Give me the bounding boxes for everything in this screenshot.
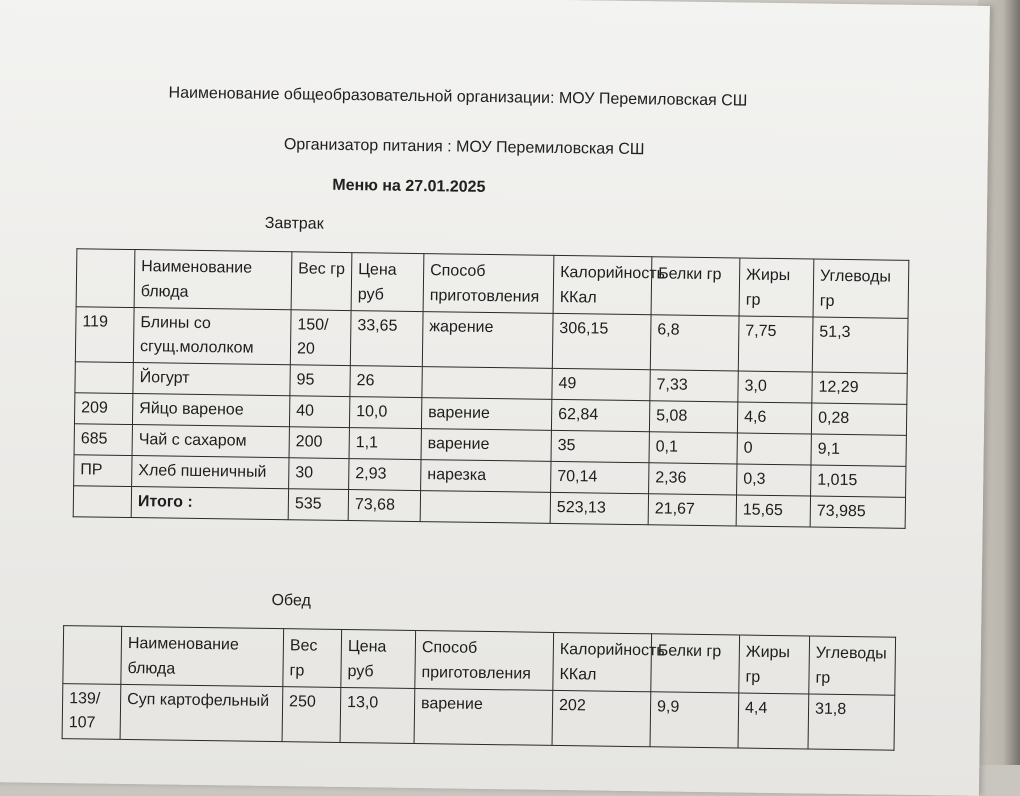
header-name: Наименование блюда [121,626,284,686]
dish-weight: 200 [289,427,349,459]
organizer-line: Организатор питания : МОУ Перемиловская СШ [283,136,645,159]
header-weight: Вес гр [283,629,342,688]
dish-code: 209 [74,393,132,425]
dish-price: 13,0 [340,687,415,743]
header-method: Способ приготовления [415,631,554,691]
total-protein: 21,67 [648,494,736,526]
dish-calories: 49 [552,368,650,400]
total-price: 73,68 [348,490,420,522]
header-fat: Жиры гр [739,258,814,317]
dish-price: 2,93 [349,459,421,491]
header-calories: Калорийность ККал [553,255,652,314]
dish-weight: 30 [289,458,349,490]
dish-name: Яйцо вареное [132,394,289,427]
dish-fat: 3,0 [738,371,812,403]
dish-code: 685 [74,424,132,456]
header-protein: Белки гр [651,257,740,316]
dish-name: Блины со сгущ.мололком [133,308,291,365]
total-calories: 523,13 [550,492,648,524]
header-price: Цена руб [351,253,424,312]
dish-name: Хлеб пшеничный [132,456,289,489]
lunch-table [62,625,897,751]
dish-price: 26 [350,366,422,398]
header-code-cell [76,249,135,308]
header-calories: Калорийность ККал [553,632,652,691]
dish-carbs: 12,29 [812,372,907,404]
dish-calories: 306,15 [552,313,651,369]
total-code-cell [73,486,131,518]
dish-name: Суп картофельный [120,684,283,741]
menu-date-title: Меню на 27.01.2025 [332,176,486,196]
dish-calories: 202 [552,690,651,746]
dish-method: варение [421,398,551,431]
dish-weight: 95 [290,365,350,397]
dish-price: 10,0 [349,397,421,429]
dish-fat: 4,6 [737,402,811,434]
header-carbs: Углеводы гр [813,259,909,318]
dish-price: 1,1 [349,428,421,460]
header-fat: Жиры гр [739,635,810,694]
header-weight: Вес гр [291,252,352,311]
table-row [62,684,895,751]
total-fat: 15,65 [736,495,810,527]
dish-code: 119 [75,307,134,363]
dish-protein: 7,33 [650,370,738,402]
dish-carbs: 51,3 [812,317,908,373]
dish-method: варение [414,688,553,745]
dish-carbs: 9,1 [811,434,906,466]
dish-carbs: 31,8 [808,694,895,750]
dish-fat: 7,75 [738,316,813,372]
dish-method: жарение [422,312,553,369]
dish-weight: 150/ 20 [290,310,351,366]
dish-carbs: 1,015 [811,465,906,497]
total-carbs: 73,985 [810,496,905,528]
dish-protein: 2,36 [649,463,737,495]
organization-line: Наименование общеобразовательной организации: МОУ Перемиловская СШ [168,84,748,110]
dish-calories: 35 [551,430,649,462]
dish-weight: 250 [282,687,341,743]
dish-fat: 4,4 [738,693,809,749]
breakfast-section-title: Завтрак [264,214,324,233]
header-protein: Белки гр [651,634,740,693]
dish-method: варение [421,429,551,462]
total-weight: 535 [288,489,348,521]
dish-fat: 0 [737,433,811,465]
dish-price: 33,65 [350,311,423,367]
dish-name: Чай с сахаром [132,425,289,458]
dish-code: ПР [74,455,132,487]
dish-weight: 40 [289,396,349,428]
dish-protein: 5,08 [649,401,737,433]
dish-calories: 62,84 [551,399,649,431]
dish-calories: 70,14 [551,461,649,493]
dish-name: Йогурт [133,363,290,396]
header-name: Наименование блюда [134,250,292,310]
dish-code [75,362,133,394]
dish-protein: 0,1 [649,432,737,464]
lunch-section-title: Обед [271,591,311,610]
header-method: Способ приготовления [423,254,554,314]
total-label: Итого : [131,487,288,520]
dish-protein: 6,8 [650,315,739,371]
dish-method: нарезка [421,460,551,493]
breakfast-table [73,248,910,529]
header-price: Цена руб [341,629,416,688]
dish-carbs: 0,28 [811,403,906,435]
dish-fat: 0,3 [737,464,811,496]
dish-method [422,367,552,400]
header-carbs: Углеводы гр [809,636,896,695]
dish-protein: 9,9 [650,692,739,748]
total-method-cell [420,491,550,524]
dish-code: 139/ 107 [62,684,121,740]
header-code-cell [63,626,122,685]
